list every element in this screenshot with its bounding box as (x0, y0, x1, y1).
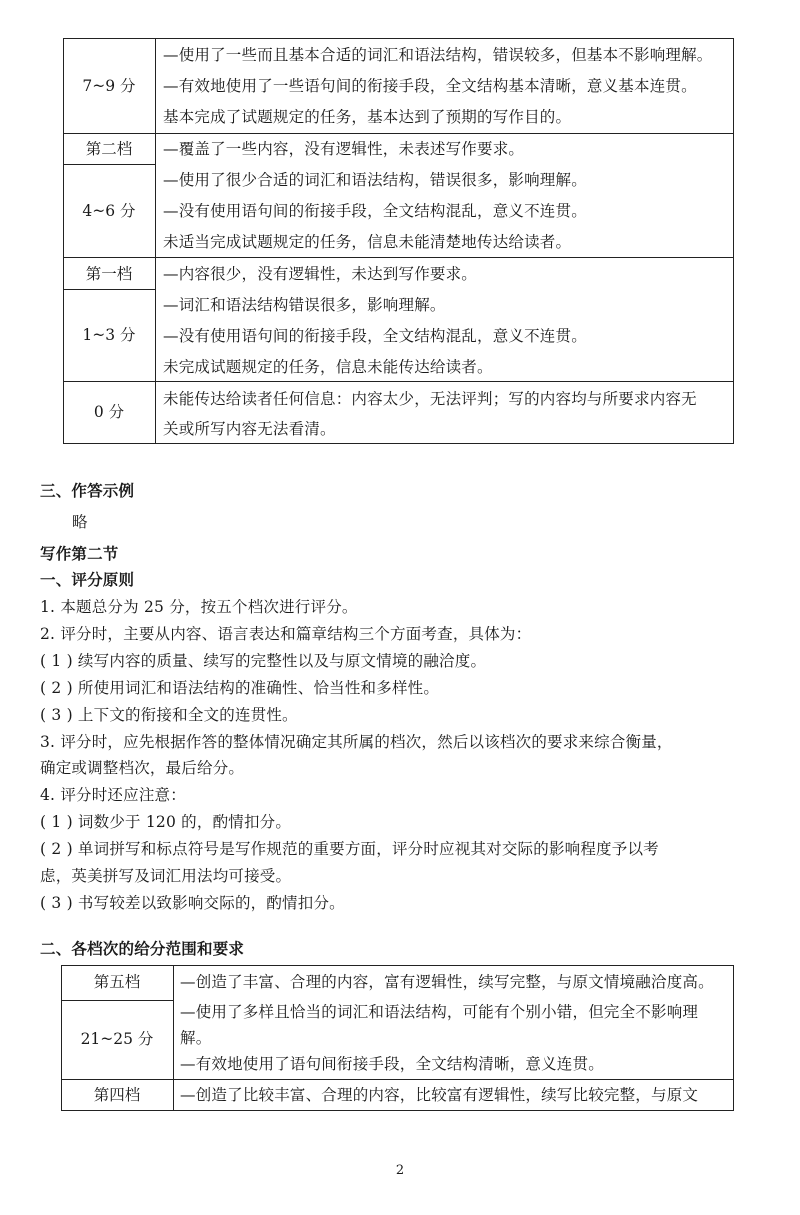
band-label: 第四档 (93, 1086, 141, 1104)
row-divider (61, 1000, 173, 1001)
criteria-line: —创造了比较丰富、合理的内容，比较富有逻辑性，续写比较完整，与原文 (180, 1086, 699, 1104)
rule-line: ( 1 ) 续写内容的质量、续写的完整性以及与原文情境的融洽度。 (40, 652, 487, 670)
score-range: 7~9 分 (82, 77, 136, 95)
rule-line: ( 2 ) 所使用词汇和语法结构的准确性、恰当性和多样性。 (40, 679, 440, 697)
criteria-line: —内容很少，没有逻辑性，未达到写作要求。 (163, 265, 478, 283)
score-range: 21~25 分 (80, 1030, 154, 1048)
row-divider (63, 164, 155, 165)
section-body: 略 (72, 513, 88, 531)
column-divider (155, 38, 156, 444)
band-label: 第五档 (93, 973, 141, 991)
score-range: 4~6 分 (82, 202, 136, 220)
criteria-line: 未能传达给读者任何信息：内容太少，无法评判；写的内容均与所要求内容无 (163, 390, 697, 408)
criteria-line: 未适当完成试题规定的任务，信息未能清楚地传达给读者。 (163, 233, 572, 251)
criteria-line: —创造了丰富、合理的内容，富有逻辑性，续写完整，与原文情境融洽度高。 (180, 973, 714, 991)
section-heading: 二、各档次的给分范围和要求 (40, 939, 245, 958)
section-heading: 三、作答示例 (40, 481, 135, 500)
rule-line: ( 3 ) 书写较差以致影响交际的，酌情扣分。 (40, 894, 345, 912)
rule-line: ( 1 ) 词数少于 120 的，酌情扣分。 (40, 813, 292, 831)
rule-line: 3. 评分时，应先根据作答的整体情况确定其所属的档次，然后以该档次的要求来综合衡量， (40, 733, 673, 751)
page-number: 2 (395, 1163, 405, 1178)
criteria-line: —有效地使用了一些语句间的衔接手段，全文结构基本清晰，意义基本连贯。 (163, 77, 697, 95)
rule-line: ( 2 ) 单词拼写和标点符号是写作规范的重要方面，评分时应视其对交际的影响程度予以考 (40, 840, 659, 858)
part-title: 写作第二节 (40, 544, 119, 563)
rule-line: 虑，英美拼写及词汇用法均可接受。 (40, 867, 292, 885)
rule-line: 1. 本题总分为 25 分，按五个档次进行评分。 (40, 598, 358, 616)
criteria-line: 未完成试题规定的任务，信息未能传达给读者。 (163, 358, 493, 376)
criteria-line: —有效地使用了语句间衔接手段，全文结构清晰，意义连贯。 (180, 1055, 604, 1073)
score-range: 1~3 分 (82, 326, 136, 344)
criteria-line: 解。 (180, 1029, 212, 1047)
rule-line: 确定或调整档次，最后给分。 (40, 759, 245, 777)
section-heading: 一、评分原则 (40, 570, 135, 589)
criteria-line: 关或所写内容无法看清。 (163, 420, 336, 438)
row-divider (61, 1079, 734, 1080)
score-range: 0 分 (93, 403, 125, 421)
column-divider (173, 965, 174, 1111)
criteria-line: —没有使用语句间的衔接手段，全文结构混乱，意义不连贯。 (163, 327, 587, 345)
criteria-line: 基本完成了试题规定的任务，基本达到了预期的写作目的。 (163, 108, 572, 126)
criteria-line: —使用了很少合适的词汇和语法结构，错误很多，影响理解。 (163, 171, 587, 189)
rule-line: 4. 评分时还应注意： (40, 786, 186, 804)
row-divider (63, 257, 734, 258)
criteria-line: —使用了一些而且基本合适的词汇和语法结构，错误较多，但基本不影响理解。 (163, 46, 713, 64)
row-divider (63, 289, 155, 290)
band-label: 第一档 (85, 265, 133, 283)
rule-line: 2. 评分时，主要从内容、语言表达和篇章结构三个方面考查，具体为： (40, 625, 532, 643)
criteria-line: —使用了多样且恰当的词汇和语法结构，可能有个别小错，但完全不影响理 (180, 1003, 699, 1021)
criteria-line: —词汇和语法结构错误很多，影响理解。 (163, 296, 446, 314)
row-divider (63, 133, 734, 134)
row-divider (63, 381, 734, 382)
rule-line: ( 3 ) 上下文的衔接和全文的连贯性。 (40, 706, 298, 724)
criteria-line: —没有使用语句间的衔接手段，全文结构混乱，意义不连贯。 (163, 202, 587, 220)
criteria-line: —覆盖了一些内容，没有逻辑性，未表述写作要求。 (163, 140, 525, 158)
band-label: 第二档 (85, 140, 133, 158)
